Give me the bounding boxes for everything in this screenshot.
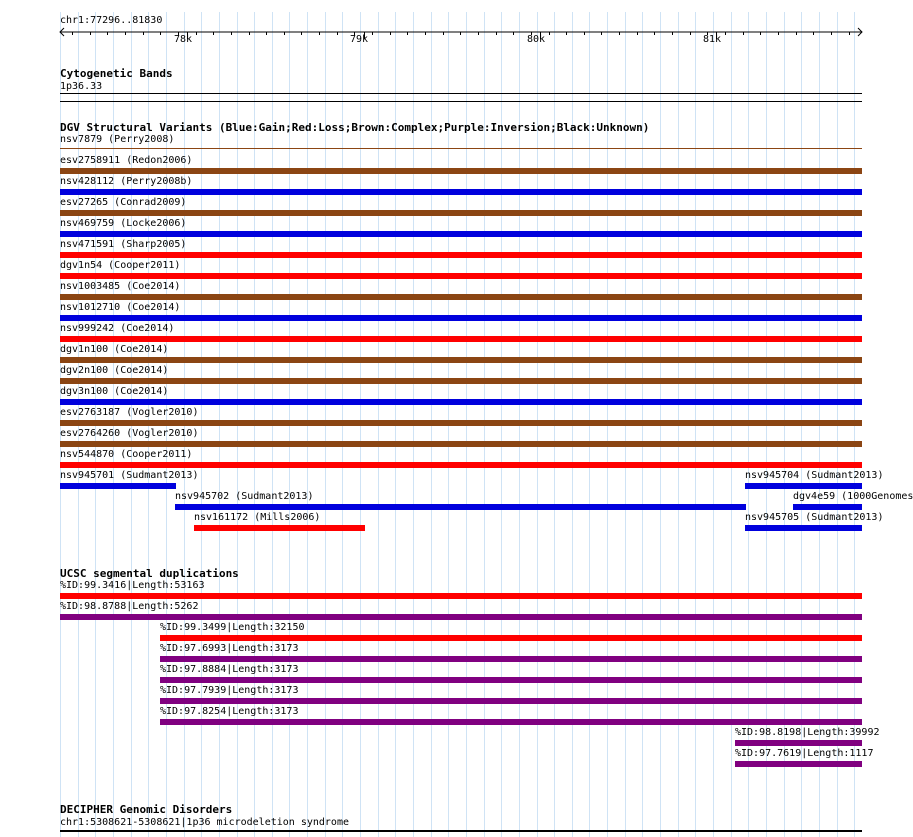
feature-bar[interactable] [745,483,862,489]
feature-label: %ID:98.8788|Length:5262 [60,601,199,612]
tick-label-81k: 81k [703,34,722,45]
feature-label: nsv945705 (Sudmant2013) [745,512,884,523]
feature-label: dgv1n54 (Cooper2011) [60,260,181,271]
feature-label: nsv469759 (Locke2006) [60,218,187,229]
feature-bar[interactable] [60,441,862,447]
feature-bar[interactable] [60,378,862,384]
segdup-track-title[interactable]: UCSC segmental duplications [60,567,239,580]
feature-bar[interactable] [60,168,862,174]
feature-label: %ID:97.8254|Length:3173 [160,706,299,717]
feature-label: nsv1012710 (Coe2014) [60,302,181,313]
coordinate-label: chr1:77296..81830 [60,15,163,26]
tick-label-78k: 78k [174,34,193,45]
feature-bar[interactable] [160,719,862,725]
cytoband-label: 1p36.33 [60,81,103,92]
feature-label: esv2758911 (Redon2006) [60,155,193,166]
decipher-feature-label: chr1:5308621-5308621|1p36 microdeletion syndrome [60,817,349,828]
feature-label: dgv3n100 (Coe2014) [60,386,169,397]
feature-label: nsv161172 (Mills2006) [194,512,321,523]
feature-bar[interactable] [60,148,862,149]
feature-bar[interactable] [60,614,862,620]
feature-bar[interactable] [175,504,746,510]
feature-label: %ID:97.8884|Length:3173 [160,664,299,675]
feature-bar[interactable] [160,656,862,662]
feature-bar[interactable] [60,462,862,468]
feature-bar[interactable] [60,357,862,363]
feature-bar[interactable] [60,273,862,279]
feature-bar[interactable] [745,525,862,531]
feature-label: nsv1003485 (Coe2014) [60,281,181,292]
feature-label: esv2764260 (Vogler2010) [60,428,199,439]
feature-label: nsv471591 (Sharp2005) [60,239,187,250]
feature-label: nsv945704 (Sudmant2013) [745,470,884,481]
feature-label: dgv1n100 (Coe2014) [60,344,169,355]
feature-bar[interactable] [60,210,862,216]
feature-bar[interactable] [60,252,862,258]
cytoband-bar[interactable] [60,93,862,94]
dgv-track-title[interactable]: DGV Structural Variants (Blue:Gain;Red:Loss;Brown:Complex;Purple:Inversion;Black:Unknown) [60,121,650,134]
feature-label: nsv428112 (Perry2008b) [60,176,193,187]
feature-bar[interactable] [60,231,862,237]
feature-label: dgv2n100 (Coe2014) [60,365,169,376]
feature-label: nsv7879 (Perry2008) [60,134,175,145]
feature-label: esv2763187 (Vogler2010) [60,407,199,418]
feature-bar[interactable] [735,740,862,746]
feature-label: %ID:98.8198|Length:39992 [735,727,880,738]
feature-bar[interactable] [793,504,862,510]
feature-label: dgv4e59 (1000Genomes [793,491,913,502]
feature-label: %ID:97.7939|Length:3173 [160,685,299,696]
feature-bar[interactable] [160,635,862,641]
feature-bar[interactable] [60,593,862,599]
feature-bar[interactable] [60,315,862,321]
decipher-feature-bar[interactable] [60,830,862,832]
feature-label: nsv544870 (Cooper2011) [60,449,193,460]
decipher-track-title[interactable]: DECIPHER Genomic Disorders [60,803,233,816]
feature-label: esv27265 (Conrad2009) [60,197,187,208]
feature-label: %ID:97.6993|Length:3173 [160,643,299,654]
tick-label-79k: 79k [350,34,369,45]
tick-label-80k: 80k [527,34,546,45]
feature-bar[interactable] [160,698,862,704]
cytoband-track-title[interactable]: Cytogenetic Bands [60,67,173,80]
feature-bar[interactable] [735,761,862,767]
feature-label: nsv999242 (Coe2014) [60,323,175,334]
feature-label: nsv945702 (Sudmant2013) [175,491,314,502]
feature-bar[interactable] [60,420,862,426]
feature-bar[interactable] [194,525,365,531]
feature-label: nsv945701 (Sudmant2013) [60,470,199,481]
feature-bar[interactable] [60,483,176,489]
feature-bar[interactable] [60,399,862,405]
feature-label: %ID:97.7619|Length:1117 [735,748,874,759]
feature-bar[interactable] [60,294,862,300]
feature-label: %ID:99.3499|Length:32150 [160,622,305,633]
feature-label: %ID:99.3416|Length:53163 [60,580,205,591]
feature-bar[interactable] [60,189,862,195]
feature-bar[interactable] [60,336,862,342]
cytoband-bar-lower [60,101,862,102]
feature-bar[interactable] [160,677,862,683]
